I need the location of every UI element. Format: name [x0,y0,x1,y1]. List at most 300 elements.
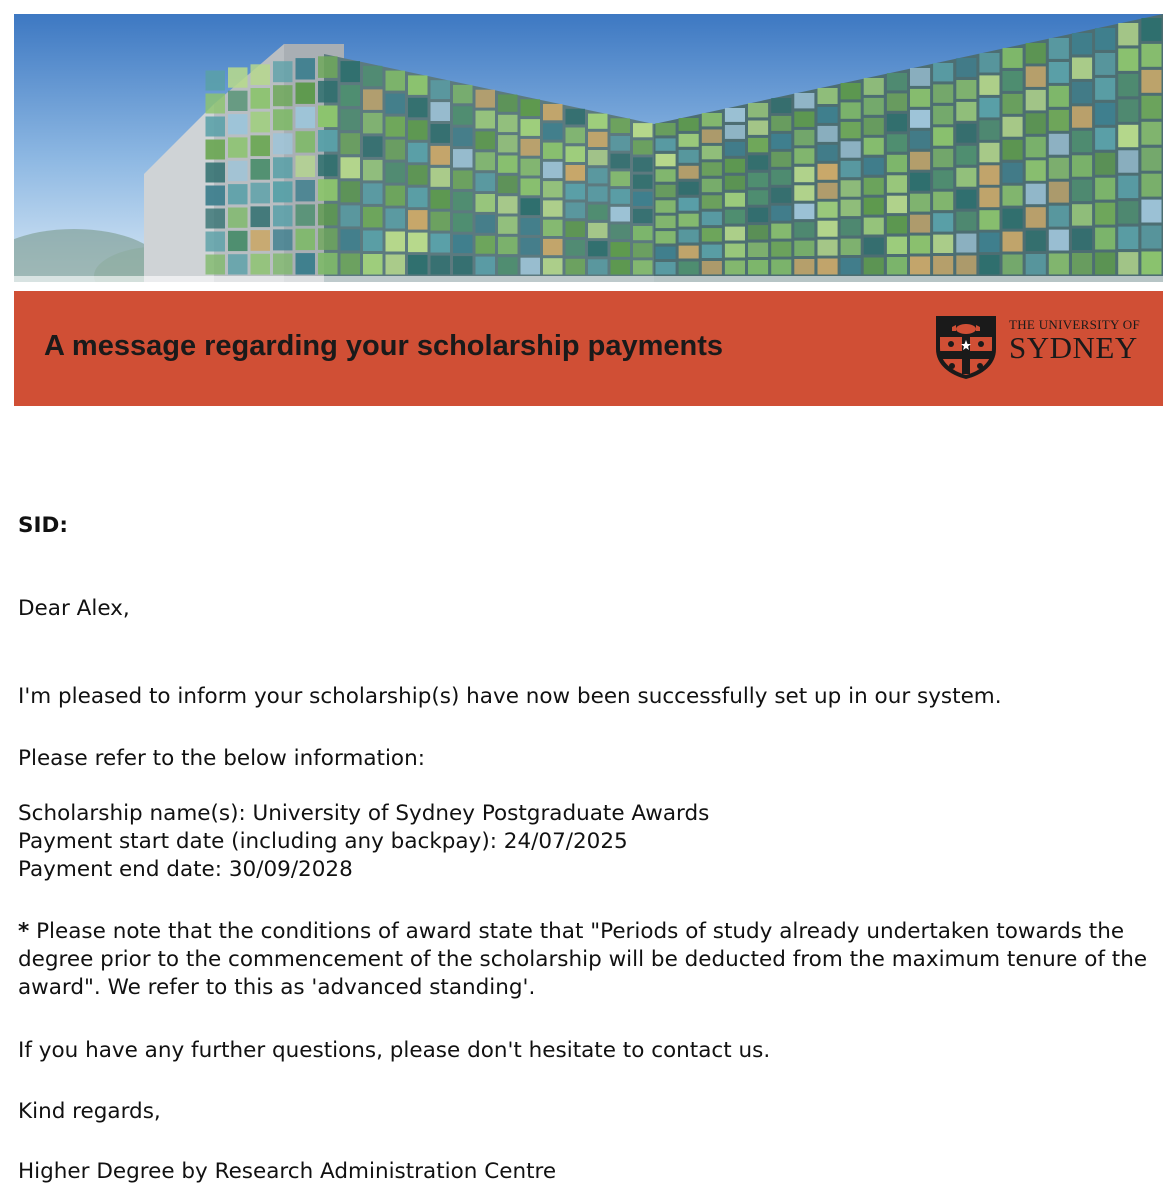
glass-panel [453,106,473,124]
glass-panel [887,216,907,233]
glass-panel [725,125,745,139]
glass-panel [386,140,406,160]
glass-panel [341,229,361,250]
glass-panel [498,257,518,274]
glass-panel [588,168,608,183]
glass-panel [979,143,999,163]
glass-panel [408,75,428,95]
glass-panel [633,243,653,257]
glass-panel [318,179,338,201]
header-building-image [14,14,1163,282]
glass-panel [1003,94,1023,114]
glass-panel [956,168,976,187]
glass-panel [611,136,631,151]
glass-panel [408,143,428,163]
glass-panel [771,224,791,239]
glass-panel [611,224,631,239]
glass-panel [979,210,999,230]
intro-paragraph: I'm pleased to inform your scholarship(s) have now been successfully set up in our system. [18,684,1002,709]
glass-panel [453,149,473,167]
glass-panel [794,130,814,145]
glass-panel [864,238,884,255]
glass-panel [748,243,768,257]
glass-panel [431,124,451,143]
glass-panel [656,247,676,259]
glass-panel [702,130,722,143]
glass-panel [702,212,722,225]
glass-panel [431,212,451,231]
glass-panel [476,131,496,149]
glass-panel [498,176,518,193]
glass-panel [408,210,428,230]
glass-panel [453,171,473,189]
glass-panel [611,171,631,186]
glass-panel [408,98,428,118]
glass-panel [933,256,953,274]
glass-panel [228,161,248,181]
glass-panel [566,128,586,144]
glass-panel [1049,110,1069,131]
glass-panel [476,257,496,275]
glass-panel [1072,33,1092,54]
glass-panel [794,204,814,219]
glass-panel [1141,148,1161,171]
glass-panel [1141,18,1161,41]
glass-panel [566,146,586,162]
glass-panel [566,165,586,181]
glass-panel [363,207,383,228]
glass-panel [251,112,271,133]
glass-panel [498,135,518,152]
glass-panel [979,188,999,208]
logo-line-2: SYDNEY [1009,330,1138,365]
glass-panel [521,258,541,275]
glass-panel [386,71,406,91]
glass-panel [273,85,293,106]
glass-panel [864,158,884,175]
glass-panel [841,83,861,99]
glass-panel [956,234,976,253]
glass-panel [679,182,699,195]
questions-paragraph: If you have any further questions, please don't hesitate to contact us. [18,1038,771,1063]
glass-panel [933,213,953,231]
glass-panel [771,260,791,275]
glass-panel [979,98,999,118]
glass-panel [1095,253,1115,275]
glass-panel [979,53,999,73]
glass-panel [318,155,338,177]
glass-panel [228,208,248,228]
glass-panel [341,205,361,226]
glass-panel [1003,163,1023,183]
glass-panel [611,242,631,257]
glass-panel [956,102,976,121]
glass-panel [453,192,473,210]
glass-panel [1141,44,1161,67]
glass-panel [1003,48,1023,68]
glass-panel [633,157,653,171]
glass-panel [748,190,768,204]
glass-panel [679,118,699,131]
glass-panel [453,213,473,231]
glass-panel [1003,71,1023,91]
glass-panel [1095,128,1115,150]
glass-panel [1141,226,1161,249]
glass-panel [887,134,907,151]
glass-panel [296,180,316,201]
glass-panel [748,225,768,239]
glass-panel [588,150,608,165]
glass-panel [363,113,383,133]
glass-panel [431,80,451,99]
glass-panel [771,188,791,203]
glass-panel [318,130,338,152]
glass-panel [386,232,406,252]
glass-panel [748,155,768,169]
glass-panel [251,88,271,109]
glass-panel [341,133,361,154]
glass-panel [498,237,518,254]
glass-panel [543,123,563,139]
glass-panel [887,93,907,110]
glass-panel [910,152,930,170]
glass-panel [933,84,953,102]
glass-panel [543,258,563,274]
glass-panel [1095,53,1115,75]
payment-end-date: Payment end date: 30/09/2028 [18,857,353,882]
glass-panel [1003,209,1023,229]
glass-panel [1026,43,1046,64]
glass-panel [702,245,722,258]
glass-panel [1072,131,1092,152]
glass-panel [1003,232,1023,252]
glass-panel [818,107,838,123]
glass-panel [476,111,496,129]
glass-panel [363,66,383,87]
glass-panel [1118,201,1138,223]
glass-panel [864,138,884,155]
glass-panel [633,226,653,240]
glass-panel [1026,254,1046,275]
glass-panel [1049,158,1069,179]
glass-panel [1049,230,1069,251]
glass-panel [956,124,976,143]
glass-panel [206,94,226,114]
glass-panel [979,255,999,275]
glass-panel [1072,204,1092,225]
glass-panel [1118,23,1138,45]
glass-panel [679,262,699,275]
glass-panel [521,198,541,215]
glass-panel [431,146,451,165]
scholarship-details [18,800,1158,884]
glass-panel [979,75,999,95]
glass-panel [521,159,541,176]
glass-panel [386,163,406,183]
glass-panel [633,140,653,154]
glass-panel [296,107,316,128]
glass-panel [656,123,676,135]
glass-panel [206,186,226,206]
glass-panel [841,200,861,216]
glass-panel [933,192,953,210]
glass-panel [341,61,361,82]
glass-panel [979,120,999,140]
glass-panel [206,71,226,91]
glass-panel [476,90,496,108]
glass-panel [1026,66,1046,87]
glass-panel [206,140,226,160]
glass-panel [679,214,699,227]
glass-panel [1072,106,1092,127]
glass-panel [543,104,563,120]
glass-panel [679,230,699,243]
glass-panel [363,136,383,157]
glass-panel [611,207,631,222]
glass-panel [611,189,631,204]
glass-panel [1072,82,1092,103]
glass-panel [771,170,791,185]
glass-panel [588,259,608,274]
glass-panel [910,89,930,107]
glass-panel [956,58,976,77]
glass-panel [363,183,383,204]
refer-paragraph: Please refer to the below information: [18,746,425,771]
glass-panel [1118,49,1138,71]
glass-panel [910,110,930,128]
glass-panel [702,146,722,159]
glass-panel [611,118,631,133]
glass-panel [656,216,676,228]
glass-panel [273,205,293,226]
glass-panel [566,203,586,219]
note-asterisk: * [18,919,30,944]
glass-panel [543,143,563,159]
glass-panel [408,120,428,140]
glass-panel [818,259,838,275]
glass-panel [1141,70,1161,93]
glass-panel [656,154,676,166]
glass-panel [498,217,518,234]
signature: Higher Degree by Research Administration Centre [18,1159,557,1184]
glass-panel [956,146,976,165]
glass-panel [1095,78,1115,100]
glass-panel [1095,103,1115,125]
glass-panel [725,176,745,190]
glass-panel [633,260,653,274]
glass-panel [273,133,293,154]
glass-panel [1118,227,1138,249]
glass-panel [841,239,861,255]
glass-panel [476,236,496,254]
glass-panel [771,206,791,221]
glass-panel [794,148,814,163]
glass-panel [476,152,496,170]
glass-panel [408,188,428,208]
glass-panel [251,64,271,85]
glass-panel [933,63,953,81]
glass-panel [818,88,838,104]
glass-panel [1003,255,1023,275]
glass-panel [702,162,722,175]
glass-panel [206,209,226,229]
glass-panel [725,261,745,275]
glass-panel [887,257,907,274]
glass-panel [841,141,861,157]
greeting: Dear Alex, [18,596,130,621]
glass-panel [1118,99,1138,121]
glass-panel [841,122,861,138]
glass-panel [1095,153,1115,175]
glass-panel [228,114,248,134]
glass-panel [794,112,814,127]
glass-panel [841,258,861,274]
glass-panel [1095,28,1115,50]
glass-panel [864,218,884,235]
glass-panel [887,73,907,90]
glass-panel [1118,150,1138,172]
glass-panel [1026,160,1046,181]
glass-panel [431,256,451,275]
glass-panel [1095,178,1115,200]
glass-panel [933,235,953,253]
glass-panel [864,258,884,275]
glass-panel [956,256,976,275]
glass-panel [476,173,496,191]
glass-panel [910,68,930,86]
glass-panel [1141,122,1161,145]
glass-panel [818,221,838,237]
glass-panel [363,254,383,275]
glass-panel [841,219,861,235]
glass-panel [979,165,999,185]
glass-panel [794,93,814,108]
glass-panel [498,95,518,112]
glass-panel [1072,253,1092,274]
glass-panel [521,119,541,136]
glass-panel [1118,125,1138,147]
glass-panel [725,244,745,258]
glass-panel [702,113,722,126]
glass-panel [794,259,814,274]
glass-panel [679,166,699,179]
glass-panel [818,202,838,218]
glass-panel [1049,86,1069,107]
glass-panel [453,235,473,253]
glass-panel [273,61,293,82]
glass-panel [656,138,676,150]
glass-panel [633,192,653,206]
glass-panel [1141,252,1161,275]
glass-panel [887,196,907,213]
glass-panel [408,165,428,185]
glass-panel [363,89,383,110]
glass-panel [588,241,608,256]
glass-panel [521,218,541,235]
university-crest-icon [932,313,1000,381]
glass-panel [611,154,631,169]
glass-panel [748,121,768,135]
glass-panel [1049,134,1069,155]
glass-panel [794,167,814,182]
glass-panel [1049,62,1069,83]
glass-panel [453,256,473,274]
glass-panel [748,103,768,117]
glass-panel [1026,207,1046,228]
glass-panel [228,91,248,111]
glass-panel [679,246,699,259]
glass-panel [725,210,745,224]
glass-panel [341,254,361,275]
glass-panel [1049,38,1069,59]
glass-panel [296,204,316,225]
glass-panel [702,228,722,241]
glass-panel [296,58,316,79]
glass-panel [794,241,814,256]
glass-panel [748,260,768,274]
glass-panel [1095,228,1115,250]
scholarship-name: Scholarship name(s): University of Sydney Postgraduate Awards [18,801,710,826]
glass-panel [818,183,838,199]
glass-panel [748,208,768,222]
glass-panel [910,194,930,212]
glass-panel [543,239,563,255]
glass-panel [771,116,791,131]
glass-panel [296,253,316,274]
university-logo [932,313,1152,381]
glass-panel [679,134,699,147]
glass-panel [521,99,541,116]
glass-panel [725,142,745,156]
glass-panel [408,233,428,253]
glass-panel [386,255,406,275]
glass-panel [1072,58,1092,79]
glass-panel [887,237,907,254]
glass-panel [228,231,248,251]
glass-panel [318,106,338,128]
glass-panel [1072,180,1092,201]
glass-panel [251,230,271,251]
glass-panel [296,156,316,177]
glass-panel [887,155,907,172]
note-text: Please note that the conditions of award state that "Periods of study already undertaken towards the degree prior to the commencement of the scholarship will be deducted from the maximum tenure of the award". We refer to this as 'advanced standing'. [18,919,1148,1000]
glass-panel [864,198,884,215]
glass-panel [1095,203,1115,225]
glass-panel [566,184,586,200]
glass-panel [251,254,271,275]
glass-panel [206,255,226,275]
glass-panel [910,236,930,254]
header-banner [14,291,1163,406]
glass-panel [1118,252,1138,274]
glass-panel [318,56,338,78]
glass-panel [341,181,361,202]
glass-panel [566,221,586,237]
glass-panel [910,173,930,191]
glass-panel [1118,74,1138,96]
glass-panel [887,114,907,131]
glass-panel [431,190,451,209]
glass-panel [251,159,271,180]
glass-panel [588,205,608,220]
glass-panel [588,132,608,147]
glass-panel [206,232,226,252]
glass-panel [206,163,226,183]
glass-panel [296,83,316,104]
glass-panel [1003,186,1023,206]
glass-panel [725,193,745,207]
glass-panel [702,261,722,274]
